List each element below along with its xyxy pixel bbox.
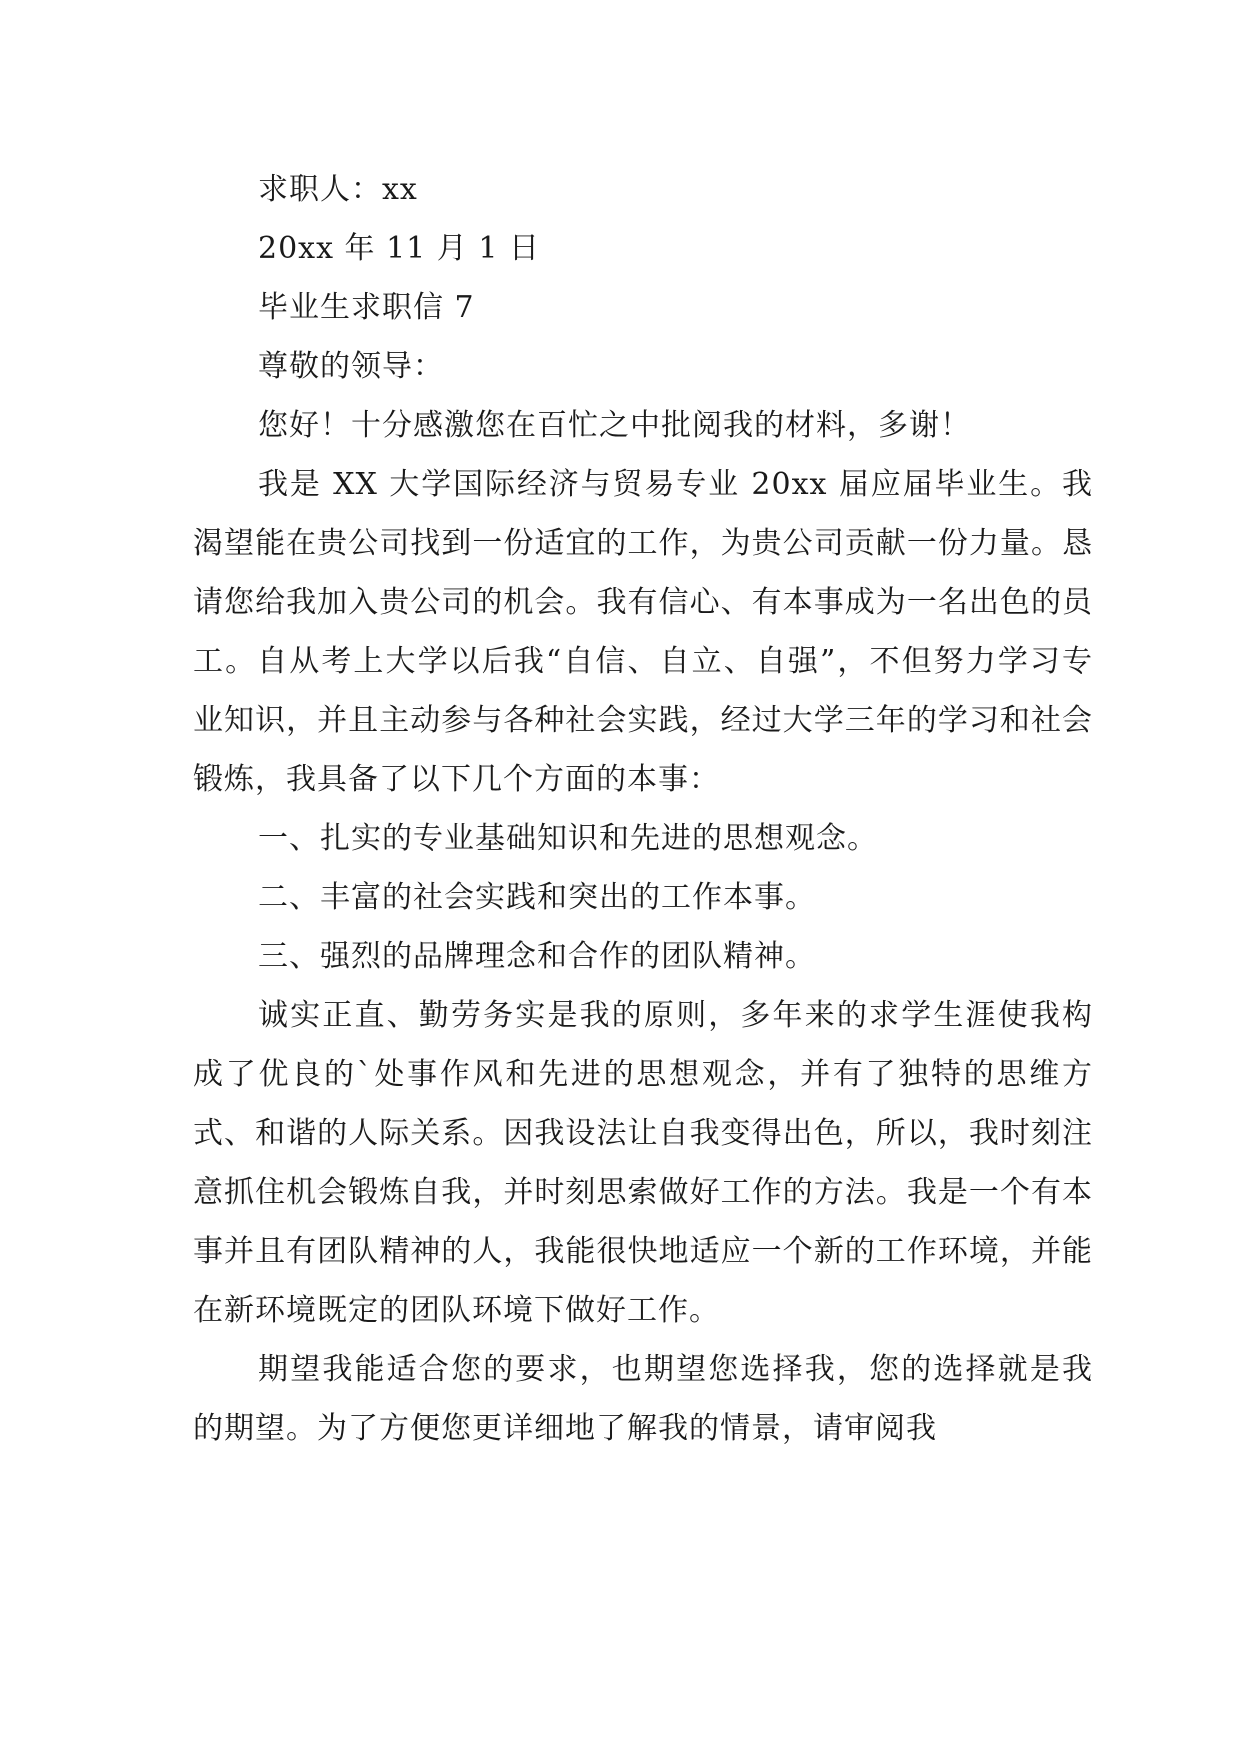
character-paragraph: 诚实正直、勤劳务实是我的原则，多年来的求学生涯使我构成了优良的`处事作风和先进的思想观念，并有了独特的思维方式、和谐的人际关系。因我设法让自我变得出色，所以，我时刻注意抓住机会锻炼自我，并时刻思索做好工作的方法。我是一个有本事并且有团队精神的人，我能很快地适应一个新的工作环境，并能在新环境既定的团队环境下做好工作。 <box>193 998 1093 1328</box>
list-item: 二、丰富的社会实践和突出的工作本事。 <box>258 880 816 915</box>
letter-title: 毕业生求职信 7 <box>258 290 475 325</box>
applicant-line: 求职人：xx <box>258 172 418 207</box>
date-line: 20xx 年 11 月 1 日 <box>258 231 540 266</box>
salutation: 尊敬的领导： <box>258 349 444 384</box>
list-item: 一、扎实的专业基础知识和先进的思想观念。 <box>258 821 878 856</box>
letter-body <box>193 160 1093 1458</box>
closing-paragraph: 期望我能适合您的要求，也期望您选择我，您的选择就是我的期望。为了方便您更详细地了解我的情景，请审阅我 <box>193 1352 1093 1446</box>
list-item: 三、强烈的品牌理念和合作的团队精神。 <box>258 939 816 974</box>
intro-paragraph: 我是 XX 大学国际经济与贸易专业 20xx 届应届毕业生。我渴望能在贵公司找到一份适宜的工作，为贵公司贡献一份力量。恳请您给我加入贵公司的机会。我有信心、有本事成为一名出色的员工。自从考上大学以后我“自信、自立、自强”，不但努力学习专业知识，并且主动参与各种社会实践，经过大学三年的学习和社会锻炼，我具备了以下几个方面的本事： <box>193 467 1093 797</box>
greeting-line: 您好！十分感激您在百忙之中批阅我的材料，多谢！ <box>258 408 971 443</box>
